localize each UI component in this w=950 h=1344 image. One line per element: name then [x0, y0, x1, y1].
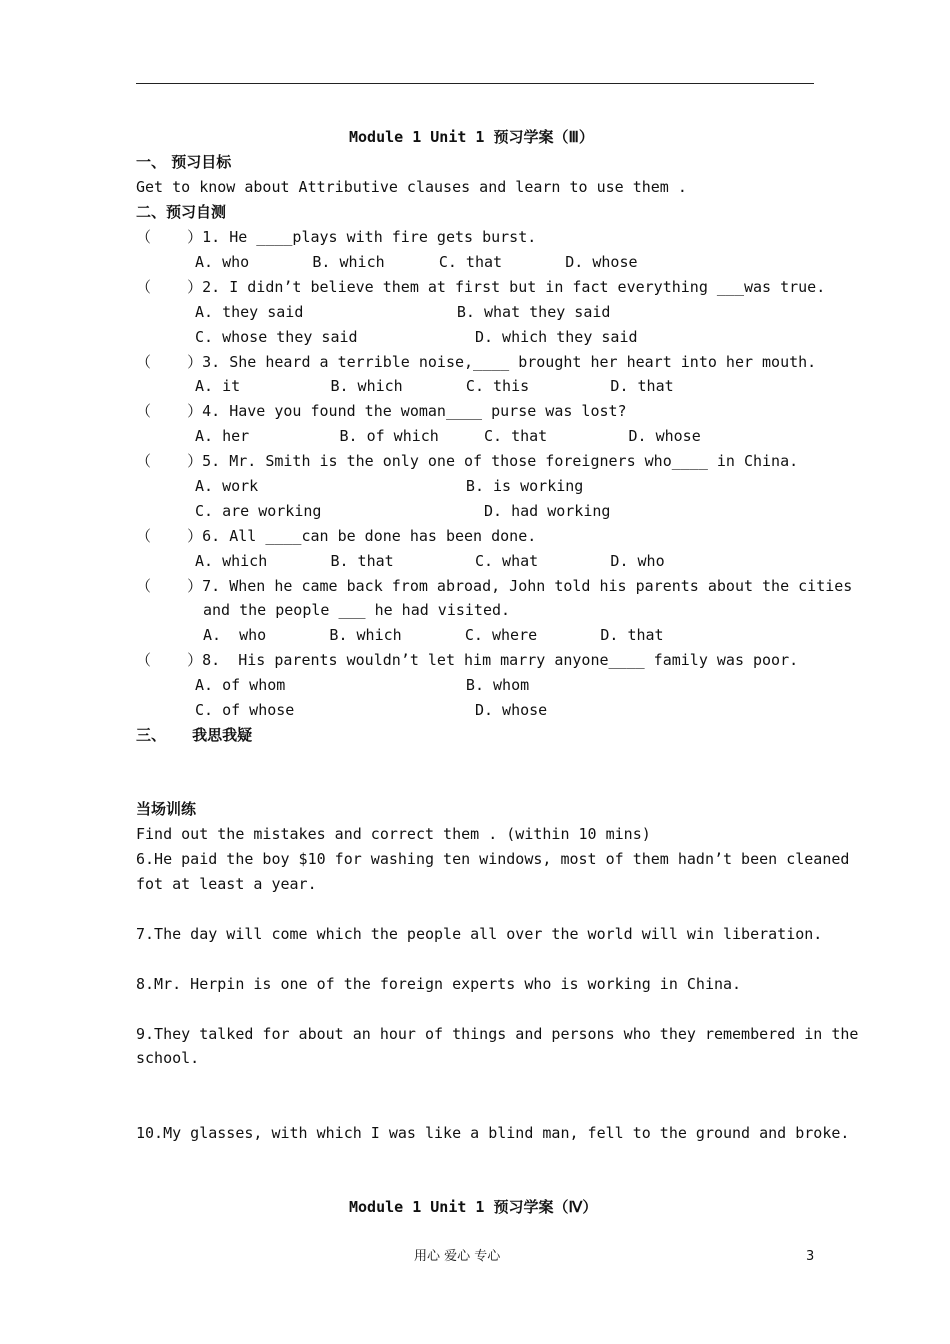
question-8-options-ab: A. of whom B. whom	[195, 676, 530, 694]
question-2: （ ）2. I didn’t believe them at first but in fact everything ___was true.	[136, 278, 826, 296]
question-7: （ ）7. When he came back from abroad, John told his parents about the cities	[136, 577, 853, 595]
goal-text: Get to know about Attributive clauses and learn to use them .	[136, 178, 687, 196]
practice-item-6-line1: 6.He paid the boy $10 for washing ten windows, most of them hadn’t been cleaned	[136, 850, 850, 868]
next-section-title: Module 1 Unit 1 预习学案（Ⅳ）	[349, 1198, 598, 1216]
question-6-options: A. which B. that C. what D. who	[195, 552, 665, 570]
question-7-continued: and the people ___ he had visited.	[203, 601, 511, 619]
practice-item-10: 10.My glasses, with which I was like a blind man, fell to the ground and broke.	[136, 1124, 850, 1142]
question-6: （ ）6. All ____can be done has been done.	[136, 527, 537, 545]
practice-item-8: 8.Mr. Herpin is one of the foreign experts who is working in China.	[136, 975, 742, 993]
practice-item-9-line2: school.	[136, 1049, 200, 1067]
practice-item-9-line1: 9.They talked for about an hour of things and persons who they remembered in the	[136, 1025, 859, 1043]
header-rule	[136, 83, 814, 84]
question-5-options-ab: A. work B. is working	[195, 477, 584, 495]
question-1: （ ）1. He ____plays with fire gets burst.	[136, 228, 537, 246]
question-4: （ ）4. Have you found the woman____ purse was lost?	[136, 402, 627, 420]
practice-item-7: 7.The day will come which the people all over the world will win liberation.	[136, 925, 823, 943]
page-number: 3	[806, 1249, 815, 1264]
question-2-options-cd: C. whose they said D. which they said	[195, 328, 638, 346]
question-3: （ ）3. She heard a terrible noise,____ brought her heart into her mouth.	[136, 353, 817, 371]
question-2-options-ab: A. they said B. what they said	[195, 303, 611, 321]
question-1-options: A. who B. which C. that D. whose	[195, 253, 638, 271]
section-heading-reflection: 三、 我思我疑	[136, 726, 253, 744]
question-5-options-cd: C. are working D. had working	[195, 502, 611, 520]
question-8-options-cd: C. of whose D. whose	[195, 701, 548, 719]
question-5: （ ）5. Mr. Smith is the only one of those foreigners who____ in China.	[136, 452, 799, 470]
section-heading-practice: 当场训练	[136, 800, 197, 818]
section-heading-selftest: 二、预习自测	[136, 203, 227, 221]
practice-item-6-line2: fot at least a year.	[136, 875, 317, 893]
section-heading-goals: 一、 预习目标	[136, 153, 232, 171]
footer-slogan: 用心 爱心 专心	[414, 1249, 501, 1264]
question-8: （ ）8. His parents wouldn’t let him marry anyone____ family was poor.	[136, 651, 799, 669]
page-title: Module 1 Unit 1 预习学案（Ⅲ）	[349, 128, 594, 146]
question-3-options: A. it B. which C. this D. that	[195, 377, 674, 395]
question-4-options: A. her B. of which C. that D. whose	[195, 427, 701, 445]
question-7-options: A. who B. which C. where D. that	[203, 626, 664, 644]
practice-instructions: Find out the mistakes and correct them . (within 10 mins)	[136, 825, 651, 843]
